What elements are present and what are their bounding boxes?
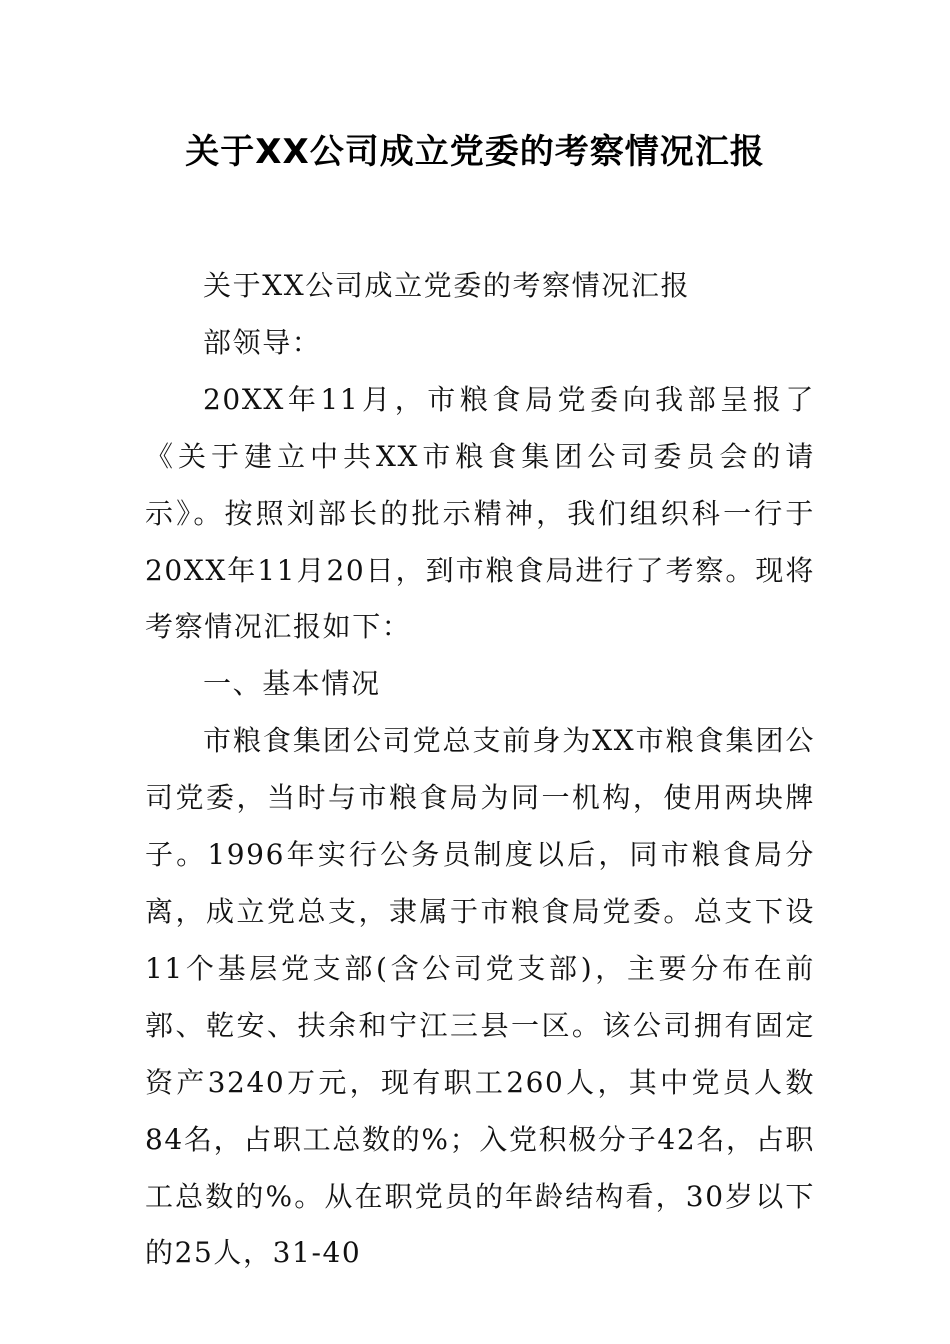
paragraph-intro: 20XX年11月，市粮食局党委向我部呈报了《关于建立中共XX市粮食集团公司委员会的请示》。按照刘部长的批示精神，我们组织科一行于20XX年11月20日，到市粮食局进行了考察。现将考察情况汇报如下：: [145, 382, 815, 644]
paragraph-subtitle: 关于XX公司成立党委的考察情况汇报: [203, 269, 691, 302]
document-title: 关于XX公司成立党委的考察情况汇报: [185, 132, 765, 172]
paragraph-salutation: 部领导：: [203, 325, 322, 359]
section-heading-basic-situation: 一、基本情况: [203, 667, 381, 701]
paragraph-basic-situation: 市粮食集团公司党总支前身为XX市粮食集团公司党委，当时与市粮食局为同一机构，使用两块牌子。1996年实行公务员制度以后，同市粮食局分离，成立党总支，隶属于市粮食局党委。总支下设11个基层党支部(含公司党支部)，主要分布在前郭、乾安、扶余和宁江三县一区。该公司拥有固定资产3240万元，现有职工260人，其中党员人数84名，占职工总数的%；入党积极分子42名，占职工总数的%。从在职党员的年龄结构看，30岁以下的25人，31-40: [145, 724, 815, 1270]
document-body: [145, 258, 815, 1282]
